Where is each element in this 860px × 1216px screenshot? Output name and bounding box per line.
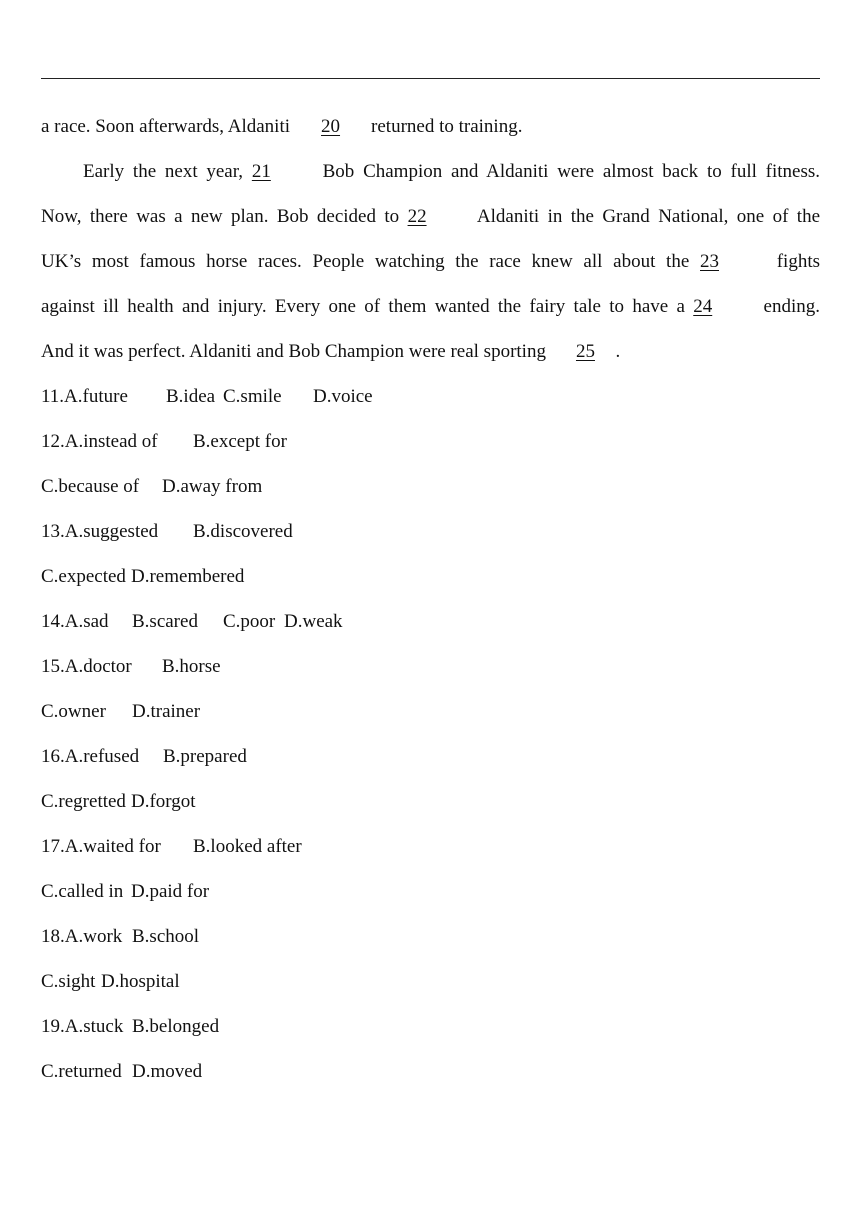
passage-text: a race. Soon afterwards, Aldaniti <box>41 116 291 137</box>
option-d: D.away from <box>162 476 263 497</box>
option-d: D.paid for <box>131 881 210 902</box>
option-c: C.expected <box>41 566 126 587</box>
option-a: 16.A.refused <box>41 746 140 767</box>
option-c: C.sight <box>41 971 96 992</box>
option-b: B.except for <box>193 431 287 452</box>
question-12 <box>41 419 820 464</box>
question-17 <box>41 824 820 869</box>
question-18 <box>41 914 820 959</box>
option-b: B.school <box>132 926 200 947</box>
passage-line <box>41 104 820 149</box>
option-b: B.idea <box>166 386 216 407</box>
passage-line <box>41 329 820 374</box>
passage-text: UK’s most famous horse races. People watching the race knew all about the <box>41 251 690 272</box>
passage-text: against ill health and injury. Every one of them wanted the fairy tale to have a <box>41 296 685 317</box>
question-15-cont <box>41 689 820 734</box>
question-14 <box>41 599 820 644</box>
question-16-cont <box>41 779 820 824</box>
option-c: C.called in <box>41 881 124 902</box>
option-a: 18.A.work <box>41 926 123 947</box>
option-b: B.horse <box>162 656 221 677</box>
passage-text: . <box>615 341 621 362</box>
option-a: 11.A.future <box>41 386 128 407</box>
passage-text: Early the next year, <box>83 161 244 182</box>
option-d: D.moved <box>132 1061 203 1082</box>
option-b: B.prepared <box>163 746 247 767</box>
passage-line <box>41 149 820 194</box>
option-d: D.trainer <box>132 701 201 722</box>
option-a: 15.A.doctor <box>41 656 132 677</box>
passage-text: Now, there was a new plan. Bob decided to <box>41 206 400 227</box>
passage-text: Bob Champion and Aldaniti were almost back to full fitness. <box>322 161 821 182</box>
passage-line <box>41 284 820 329</box>
option-b: B.looked after <box>193 836 302 857</box>
question-15 <box>41 644 820 689</box>
option-c: C.because of <box>41 476 140 497</box>
question-13-cont <box>41 554 820 599</box>
question-13 <box>41 509 820 554</box>
option-b: B.discovered <box>193 521 293 542</box>
blank-21: 21 <box>251 161 271 182</box>
question-16 <box>41 734 820 779</box>
question-18-cont <box>41 959 820 1004</box>
option-c: C.returned <box>41 1061 122 1082</box>
blank-20: 20 <box>321 116 341 137</box>
passage-line <box>41 239 820 284</box>
blank-23: 23 <box>700 251 719 272</box>
option-a: 19.A.stuck <box>41 1016 124 1037</box>
question-11 <box>41 374 820 419</box>
option-d: D.remembered <box>131 566 245 587</box>
blank-24: 24 <box>693 296 713 317</box>
question-19-cont <box>41 1049 820 1094</box>
passage-text: ending. <box>763 296 820 317</box>
option-a: 13.A.suggested <box>41 521 159 542</box>
header-rule <box>41 78 820 79</box>
option-b: B.belonged <box>132 1016 220 1037</box>
option-d: D.weak <box>284 611 343 632</box>
passage-text: And it was perfect. Aldaniti and Bob Champion were real sporting <box>41 341 546 362</box>
option-a: 17.A.waited for <box>41 836 161 857</box>
option-b: B.scared <box>132 611 198 632</box>
passage-line <box>41 194 820 239</box>
question-19 <box>41 1004 820 1049</box>
passage-text: fights <box>776 251 820 272</box>
option-d: D.voice <box>313 386 373 407</box>
passage-text: returned to training. <box>371 116 523 137</box>
question-12-cont <box>41 464 820 509</box>
passage-text: Aldaniti in the Grand National, one of the <box>476 206 821 227</box>
option-c: C.smile <box>223 386 282 407</box>
option-a: 14.A.sad <box>41 611 109 632</box>
option-c: C.owner <box>41 701 106 722</box>
document-body <box>41 104 820 1094</box>
blank-22: 22 <box>407 206 427 227</box>
option-d: D.forgot <box>131 791 196 812</box>
option-c: C.poor <box>223 611 276 632</box>
blank-25: 25 <box>575 341 595 362</box>
question-17-cont <box>41 869 820 914</box>
option-c: C.regretted <box>41 791 126 812</box>
option-d: D.hospital <box>101 971 180 992</box>
option-a: 12.A.instead of <box>41 431 158 452</box>
